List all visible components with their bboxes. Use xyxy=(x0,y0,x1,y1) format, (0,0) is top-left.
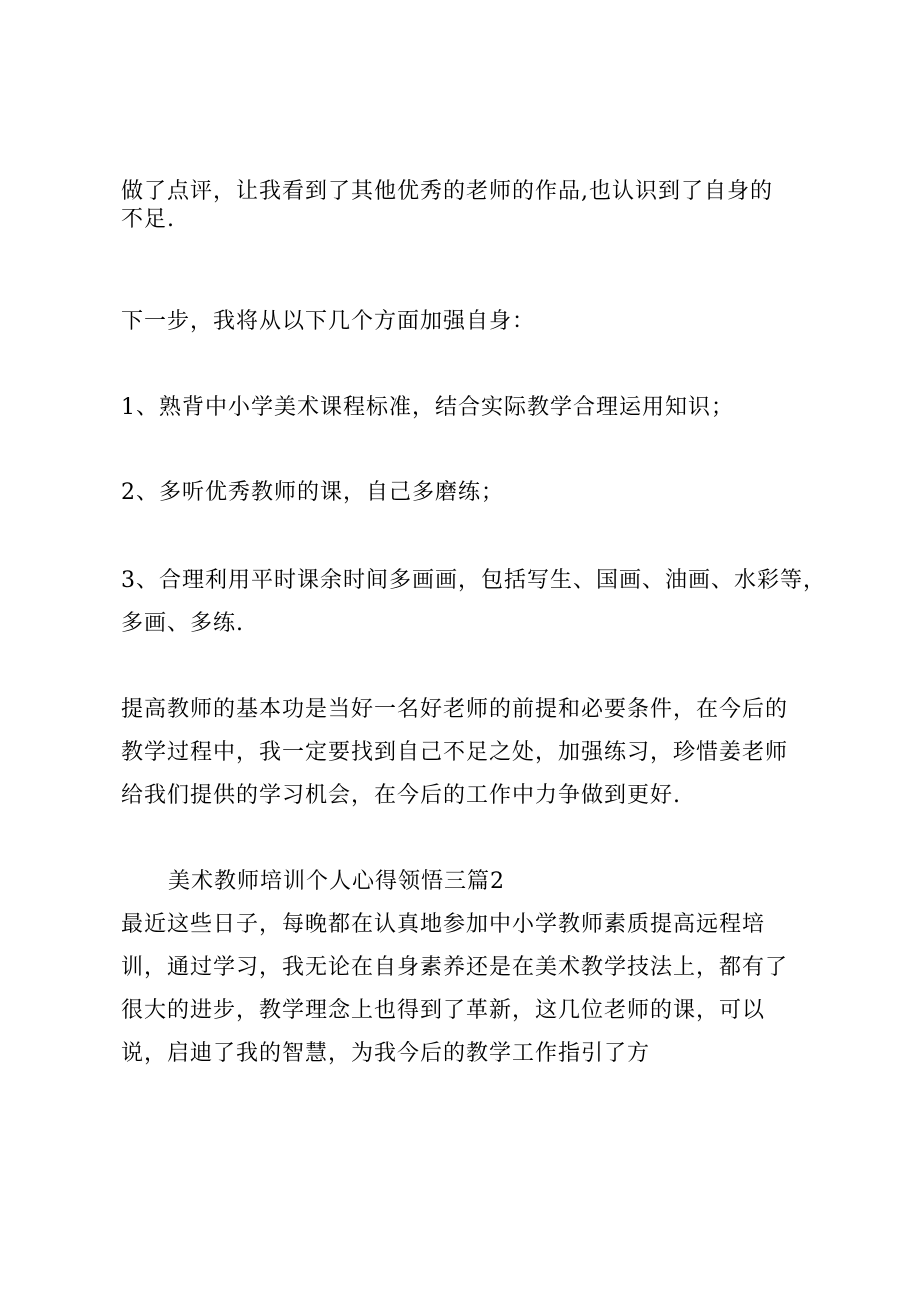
list-item: 2、多听优秀教师的课，自己多磨练； xyxy=(121,480,504,505)
paragraph-line: 给我们提供的学习机会，在今后的工作中力争做到更好. xyxy=(121,783,681,808)
paragraph-line: 很大的进步，教学理念上也得到了革新，这几位老师的课，可以 xyxy=(121,998,766,1023)
paragraph-line: 说，启迪了我的智慧，为我今后的教学工作指引了方 xyxy=(121,1041,651,1066)
list-item: 3、合理利用平时课余时间多画画，包括写生、国画、油画、水彩等， xyxy=(121,568,826,593)
list-item: 1、熟背中小学美术课程标准，结合实际教学合理运用知识； xyxy=(121,395,734,420)
paragraph-line: 训，通过学习，我无论在自身素养还是在美术教学技法上，都有了 xyxy=(121,955,789,980)
paragraph-line: 最近这些日子，每晚都在认真地参加中小学教师素质提高远程培 xyxy=(121,912,766,937)
paragraph-line: 下一步，我将从以下几个方面加强自身： xyxy=(121,309,536,334)
section-heading: 美术教师培训个人心得领悟三篇2 xyxy=(168,869,505,894)
paragraph-line: 不足. xyxy=(121,207,175,232)
paragraph-line: 教学过程中，我一定要找到自己不足之处，加强练习，珍惜姜老师 xyxy=(121,740,789,765)
list-item: 多画、多练. xyxy=(121,611,244,636)
paragraph-line: 做了点评，让我看到了其他优秀的老师的作品,也认识到了自身的 xyxy=(121,179,773,204)
paragraph-line: 提高教师的基本功是当好一名好老师的前提和必要条件，在今后的 xyxy=(121,697,789,722)
